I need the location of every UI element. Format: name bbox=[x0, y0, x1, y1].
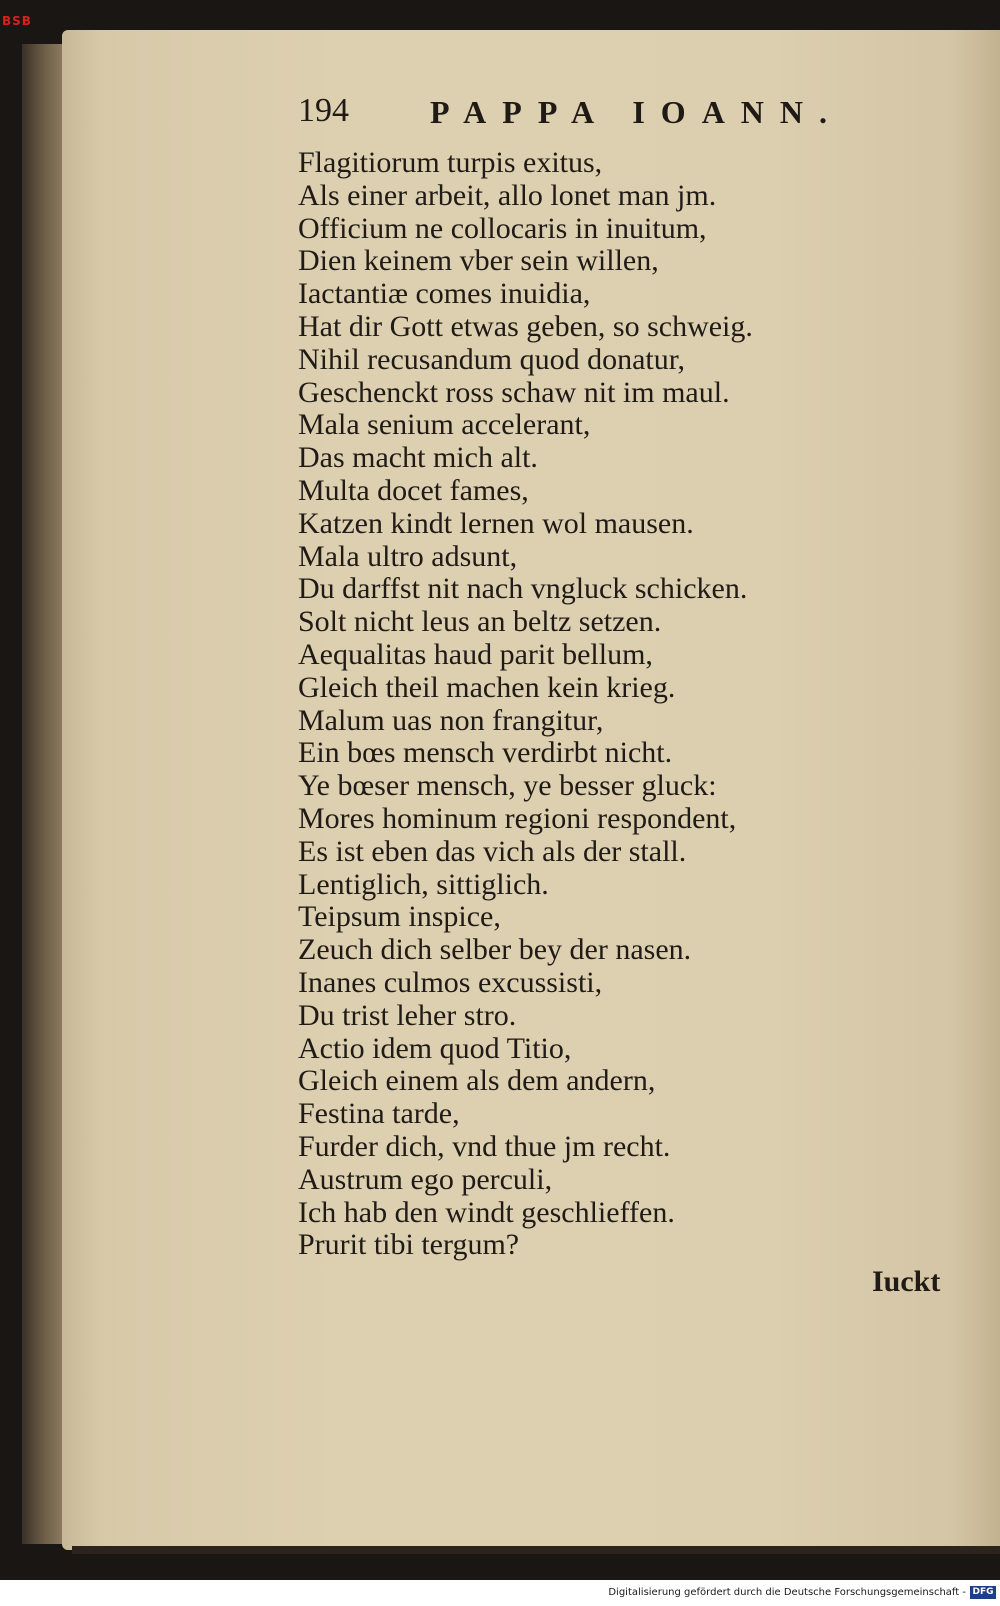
text-line: Multa docet fames, bbox=[298, 473, 529, 507]
running-head bbox=[298, 92, 858, 132]
text-line: Zeuch dich selber bey der nasen. bbox=[298, 933, 692, 967]
text-line: Furder dich, vnd thue jm recht. bbox=[298, 1129, 671, 1163]
text-line: Ich hab den windt geschlieffen. bbox=[298, 1195, 675, 1229]
text-line: Malum uas non frangitur, bbox=[298, 703, 604, 737]
text-line: Es ist eben das vich als der stall. bbox=[298, 834, 687, 868]
text-line: Nihil recusandum quod donatur, bbox=[298, 342, 686, 376]
text-line: Gleich theil machen kein krieg. bbox=[298, 670, 676, 704]
dfg-logo: DFG bbox=[970, 1586, 996, 1599]
text-line: Iactantiæ comes inuidia, bbox=[298, 277, 591, 311]
text-line: Hat dir Gott etwas geben, so schweig. bbox=[298, 309, 753, 343]
page-number: 194 bbox=[298, 92, 349, 129]
text-line: Das macht mich alt. bbox=[298, 441, 538, 475]
digitization-credit: Digitalisierung gefördert durch die Deutsche Forschungsgemeinschaft - bbox=[608, 1587, 966, 1598]
page-bottom-edge bbox=[72, 1546, 1000, 1554]
text-line: Teipsum inspice, bbox=[298, 900, 501, 934]
catchword: Iuckt bbox=[872, 1265, 941, 1298]
text-line: Actio idem quod Titio, bbox=[298, 1031, 572, 1065]
text-block bbox=[298, 147, 898, 1262]
text-line: Austrum ego perculi, bbox=[298, 1162, 553, 1196]
text-line: Festina tarde, bbox=[298, 1097, 460, 1131]
text-line: Solt nicht leus an beltz setzen. bbox=[298, 605, 662, 639]
running-title: PAPPA IOANN. bbox=[430, 94, 844, 130]
text-line: Inanes culmos excussisti, bbox=[298, 965, 603, 999]
text-line: Geschenckt ross schaw nit im maul. bbox=[298, 375, 730, 409]
text-line: Mores hominum regioni respondent, bbox=[298, 801, 737, 835]
text-line: Officium ne collocaris in inuitum, bbox=[298, 211, 707, 245]
text-line: Dien keinem vber sein willen, bbox=[298, 244, 659, 278]
text-line: Mala senium accelerant, bbox=[298, 408, 591, 442]
text-line: Du darffst nit nach vngluck schicken. bbox=[298, 572, 748, 606]
text-line: Katzen kindt lernen wol mausen. bbox=[298, 506, 694, 540]
text-line: Als einer arbeit, allo lonet man jm. bbox=[298, 178, 717, 212]
text-line: Prurit tibi tergum? bbox=[298, 1228, 520, 1262]
text-line: Ye bœser mensch, ye besser gluck: bbox=[298, 769, 717, 803]
text-line: Lentiglich, sittiglich. bbox=[298, 867, 549, 901]
text-line: Ein bœs mensch verdirbt nicht. bbox=[298, 736, 673, 770]
text-line: Gleich einem als dem andern, bbox=[298, 1064, 656, 1098]
text-line: Du trist leher stro. bbox=[298, 998, 517, 1032]
library-badge: BSB bbox=[2, 14, 32, 28]
text-line: Flagitiorum turpis exitus, bbox=[298, 146, 603, 179]
text-line: Aequalitas haud parit bellum, bbox=[298, 637, 653, 671]
text-line: Mala ultro adsunt, bbox=[298, 539, 518, 573]
